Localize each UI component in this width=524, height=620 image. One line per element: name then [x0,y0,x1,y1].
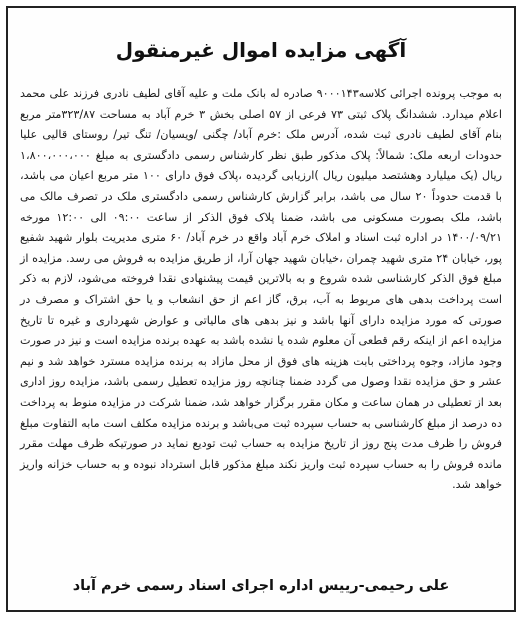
notice-body: به موجب پرونده اجرائی کلاسه۹۰۰۰۱۴۳ صادره له بانک ملت و علیه آقای لطیف نادری فرزند علی محمد اعلام میدارد. ششدانگ پلاک ثبتی ۷۳ فرعی از ۵۷ اصلی بخش ۳ خرم آباد به مساحت ۳۲۳/۸۷متر مربع بنام آقای لطیف نادری ثبت شده، آدرس ملک :خرم آباد/ چگنی /ویسیان/ تنگ تیر/ روستای قالیی علیا حدودات اربعه ملک: شمالاً: پلاک مذکور طبق نظر کارشناس رسمی دادگستری به مبلغ ۱،۸۰۰،۰۰۰،۰۰۰ ریال (یک میلیارد وهشتصد میلیون ریال )ارزیابی گردیده ،پلاک فوق دارای ۱۰۰ متر مربع اعیان می باشد، با قدمت حدوداً ۲۰ سال می باشد، برابر گزارش کارشناس رسمی دادگستری ملک در تصرف مالک می باشد، ملک بصورت مسکونی می باشد، ضمنا پلاک فوق الذکر از ساعت ۰۹:۰۰ الی ۱۲:۰۰ مورخه ۱۴۰۰/۰۹/۲۱ در اداره ثبت اسناد و املاک خرم آباد واقع در خرم آباد/ ۶۰ متری مدیریت بلوار شهید شفیع پور، خیابان ۲۴ متری شهید چمران ،خیابان شهید جهان آرا، از طریق مزایده به فروش می رسد. مزایده از مبلغ فوق الذکر کارشناسی شده شروع و به بالاترین قیمت پیشنهادی نقدا فروخته می‌شود، لازم به ذکر است پرداخت بدهی های مربوط به آب، برق، گاز اعم از حق انشعاب و یا حق اشتراک و مصرف در صورتی که مورد مزایده دارای آنها باشد و نیز بدهی های مالیاتی و عوارض شهرداری و غیره تا تاریخ مزایده اعم از اینکه رقم قطعی آن معلوم شده یا نشده باشد به عهده برنده مزایده است و نیز در صورت وجود مازاد، وجوه پرداختی بابت هزینه های فوق از محل مازاد به برنده مزایده مسترد خواهد شد و نیم عشر و حق مزایده نقدا وصول می گردد ضمنا چنانچه روز مزایده تعطیل رسمی باشد، مزایده روز اداری بعد از تعطیلی در همان ساعت و مکان مقرر برگزار خواهد شد، ضمنا شرکت در مزایده منوط به پرداخت ده درصد از مبلغ کارشناسی به حساب سپرده ثبت می‌باشد و برنده مزایده مکلف است مابه التفاوت مبلغ فروش را ظرف مدت پنج روز از تاریخ مزایده به حساب ثبت تودیع نماید در صورتیکه ظرف مهلت مقرر مانده فروش را به حساب سپرده ثبت واریز نکند مبلغ مذکور قابل استرداد نبوده و به حساب خزانه واریز خواهد شد. [20,87,503,492]
notice-frame [6,6,516,612]
notice-signature: علی رحیمی-رییس اداره اجرای اسناد رسمی خرم آباد [72,578,450,594]
notice-title: آگهی مزایده اموال غیرمنقول [115,38,407,62]
